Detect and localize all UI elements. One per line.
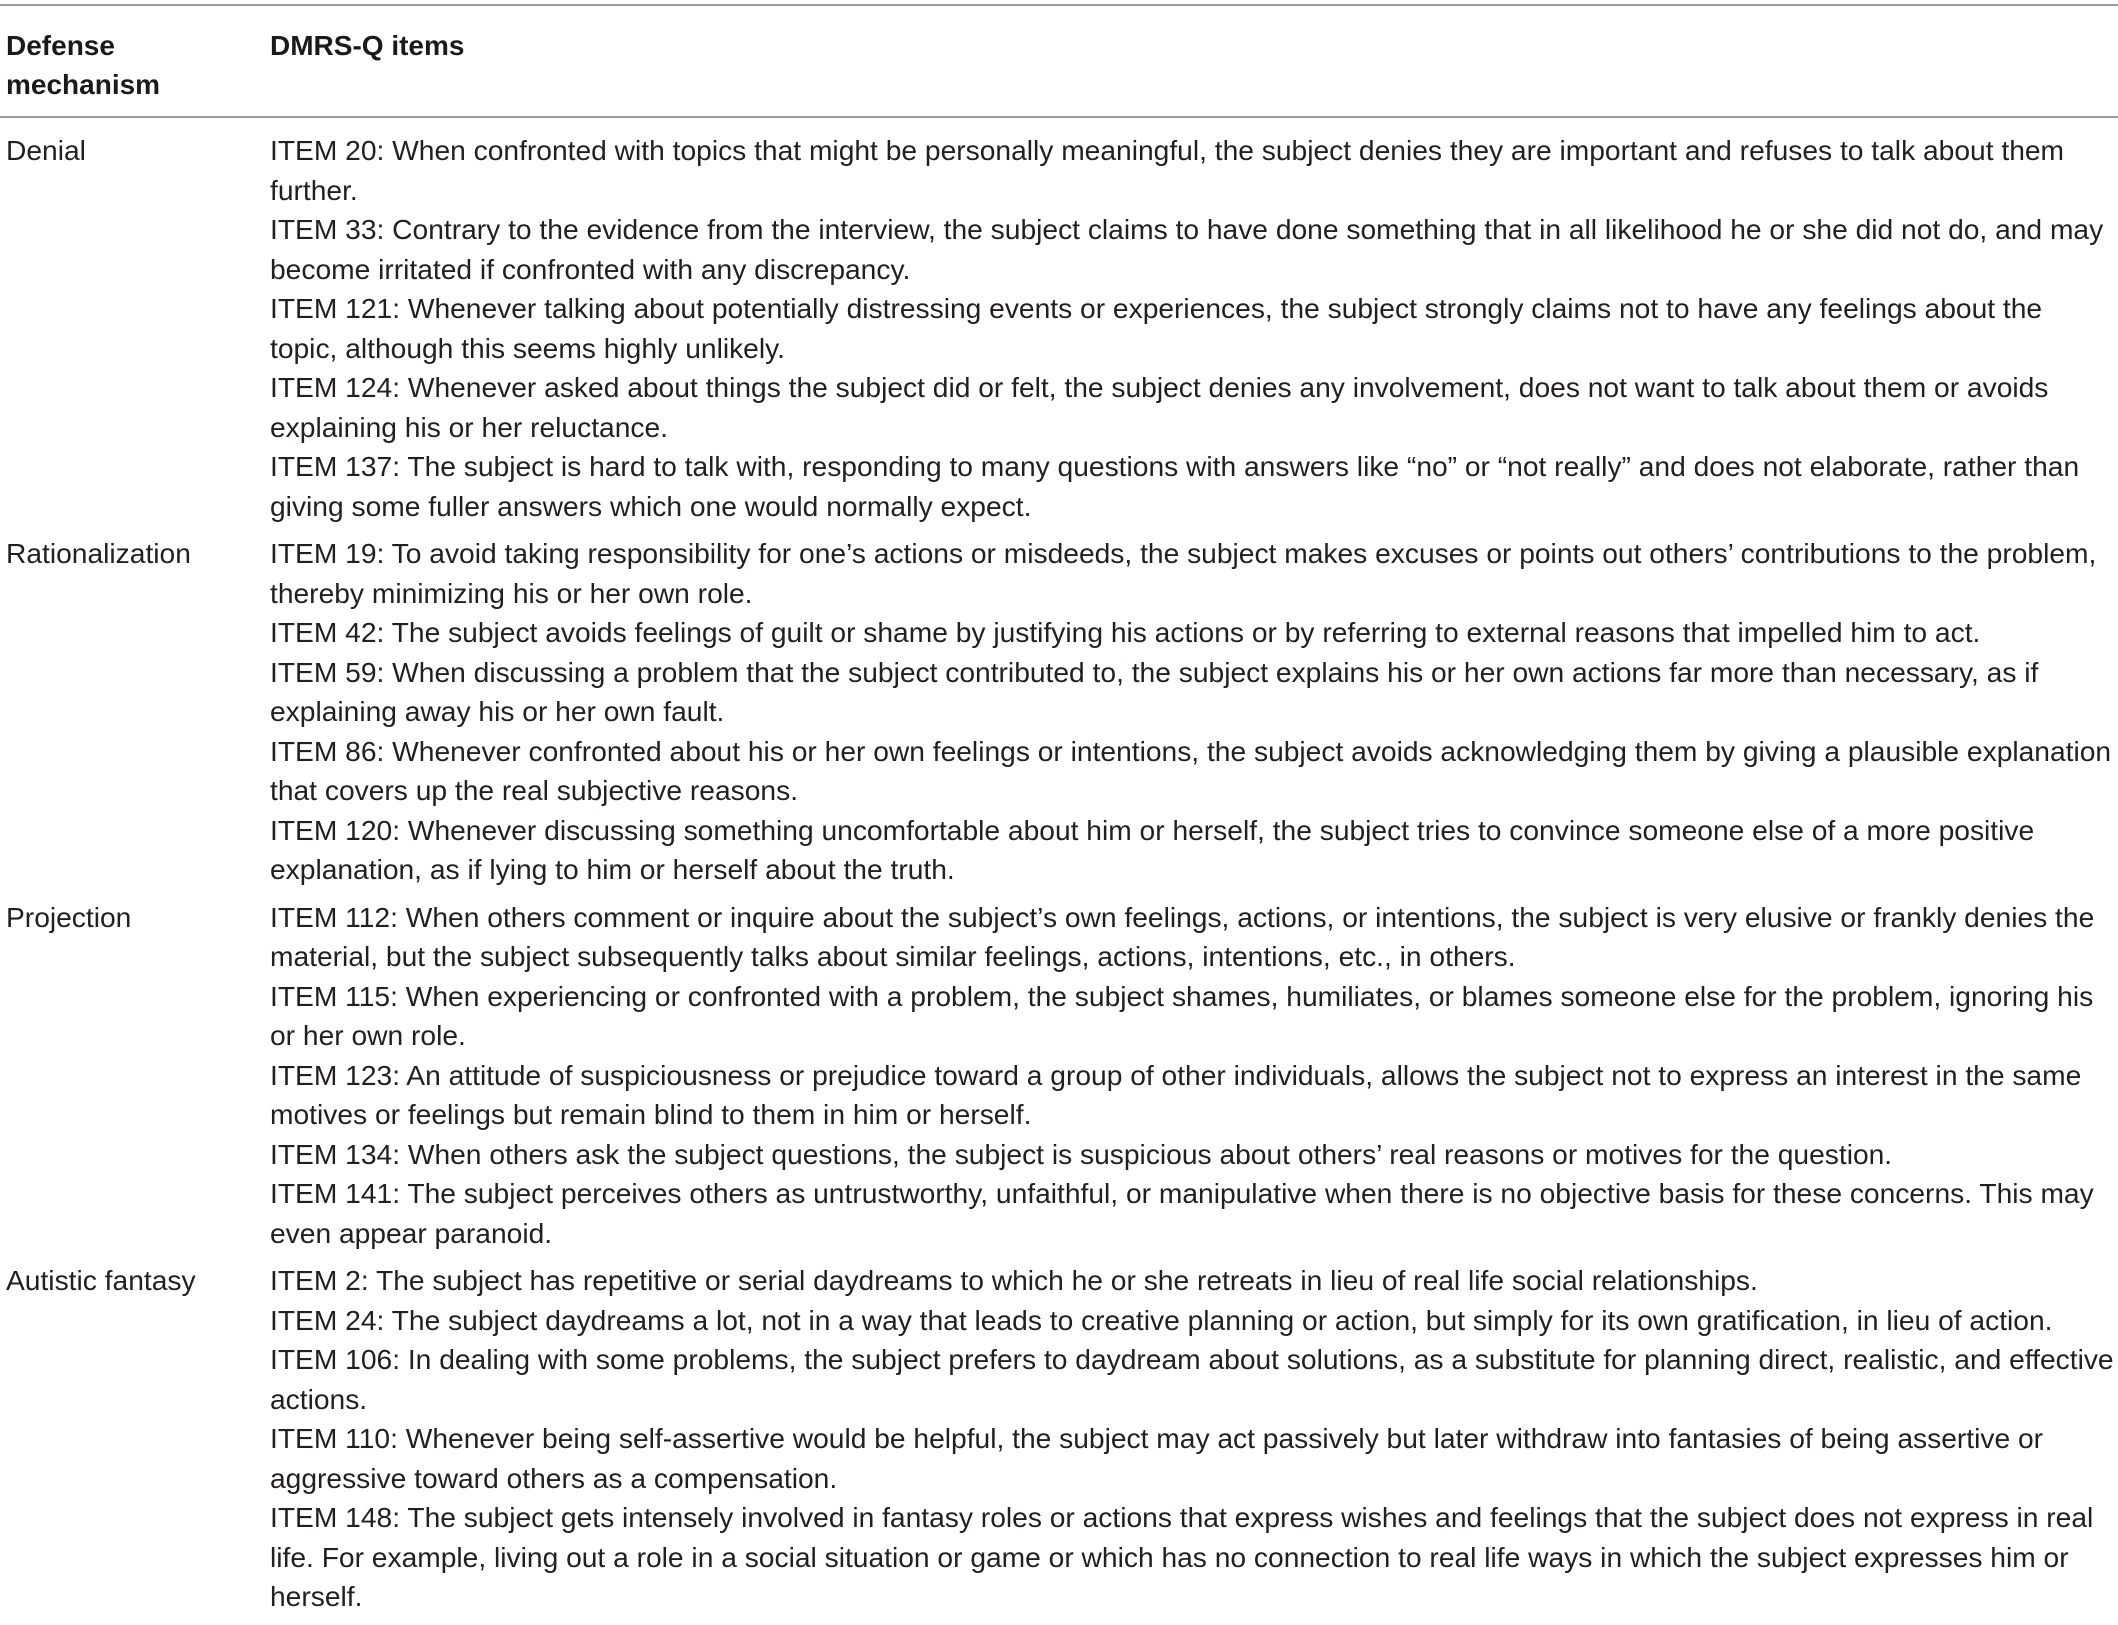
table-body bbox=[0, 118, 2118, 1617]
mechanism-label: Projection bbox=[6, 900, 132, 933]
table-row-rationalization bbox=[0, 534, 2118, 890]
item-text: ITEM 33: Contrary to the evidence from the interview, the subject claims to have done something that in all likelihood he or she did not do, and may become irritated if confronted with any discrepancy. bbox=[270, 213, 2104, 285]
header-defense-mechanism: Defense mechanism bbox=[6, 30, 161, 100]
header-dmrs-q-items: DMRS-Q items bbox=[270, 30, 465, 61]
item-text: ITEM 86: Whenever confronted about his or her own feelings or intentions, the subject avoids acknowledging them by giving a plausible explanation that covers up the real subjective reasons. bbox=[270, 734, 2112, 806]
item-text: ITEM 2: The subject has repetitive or serial daydreams to which he or she retreats in lieu of real life social relationships. bbox=[270, 1264, 1758, 1296]
item-text: ITEM 124: Whenever asked about things the subject did or felt, the subject denies any involvement, does not want to talk about them or avoids explaining his or her reluctance. bbox=[270, 371, 2049, 443]
item-text: ITEM 115: When experiencing or confronted with a problem, the subject shames, humiliates, or blames someone else for the problem, ignoring his or her own role. bbox=[270, 979, 2094, 1051]
item-text: ITEM 148: The subject gets intensely involved in fantasy roles or actions that express wishes and feelings that the subject does not express in real life. For example, living out a role in a social situation or game or which has no connection to real life ways in which the subject expresses him or herself. bbox=[270, 1501, 2094, 1612]
item-text: ITEM 106: In dealing with some problems, the subject prefers to daydream about solutions, as a substitute for planning direct, realistic, and effective actions. bbox=[270, 1343, 2114, 1415]
mechanism-label: Rationalization bbox=[6, 537, 191, 569]
table-row-denial bbox=[0, 131, 2118, 526]
item-text: ITEM 110: Whenever being self-assertive would be helpful, the subject may act passively but later withdraw into fantasies of being assertive or aggressive toward others as a compensation. bbox=[270, 1422, 2044, 1494]
mechanism-label: Denial bbox=[6, 134, 86, 166]
table-header-row bbox=[0, 6, 2118, 116]
item-text: ITEM 24: The subject daydreams a lot, not in a way that leads to creative planning or action, but simply for its own gratification, in lieu of action. bbox=[270, 1303, 2053, 1336]
table-row-projection bbox=[0, 898, 2118, 1254]
item-text: ITEM 137: The subject is hard to talk with, responding to many questions with answers like “no” or “not really” and does not elaborate, rather than giving some fuller answers which one would normally expect. bbox=[270, 450, 2080, 522]
item-text: ITEM 123: An attitude of suspiciousness or prejudice toward a group of other individuals, allows the subject not to express an interest in the same motives or feelings but remain blind to them in him or herself. bbox=[270, 1058, 2082, 1130]
item-text: ITEM 141: The subject perceives others as untrustworthy, unfaithful, or manipulative when there is no objective basis for these concerns. This may even appear paranoid. bbox=[270, 1177, 2094, 1249]
item-text: ITEM 134: When others ask the subject questions, the subject is suspicious about others’ real reasons or motives for the question. bbox=[270, 1137, 1893, 1170]
table-row-autistic-fantasy bbox=[0, 1261, 2118, 1617]
item-text: ITEM 121: Whenever talking about potentially distressing events or experiences, the subject strongly claims not to have any feelings about the topic, although this seems highly unlikely. bbox=[270, 292, 2043, 364]
item-text: ITEM 20: When confronted with topics that might be personally meaningful, the subject denies they are important and refuses to talk about them further. bbox=[270, 134, 2065, 206]
item-text: ITEM 19: To avoid taking responsibility for one’s actions or misdeeds, the subject makes excuses or points out others’ contributions to the problem, thereby minimizing his or her own role. bbox=[270, 537, 2097, 609]
item-text: ITEM 120: Whenever discussing something uncomfortable about him or herself, the subject tries to convince someone else of a more positive explanation, as if lying to him or herself about the truth. bbox=[270, 813, 2035, 885]
item-text: ITEM 112: When others comment or inquire about the subject’s own feelings, actions, or intentions, the subject is very elusive or frankly denies the material, but the subject subsequently talks about similar feelings, actions, intentions, etc., in others. bbox=[270, 900, 2095, 972]
mechanism-label: Autistic fantasy bbox=[6, 1264, 196, 1296]
item-text: ITEM 59: When discussing a problem that the subject contributed to, the subject explains his or her own actions far more than necessary, as if explaining away his or her own fault. bbox=[270, 655, 2039, 727]
item-text: ITEM 42: The subject avoids feelings of guilt or shame by justifying his actions or by referring to external reasons that impelled him to act. bbox=[270, 616, 1981, 648]
dmrs-q-table bbox=[0, 4, 2118, 1625]
